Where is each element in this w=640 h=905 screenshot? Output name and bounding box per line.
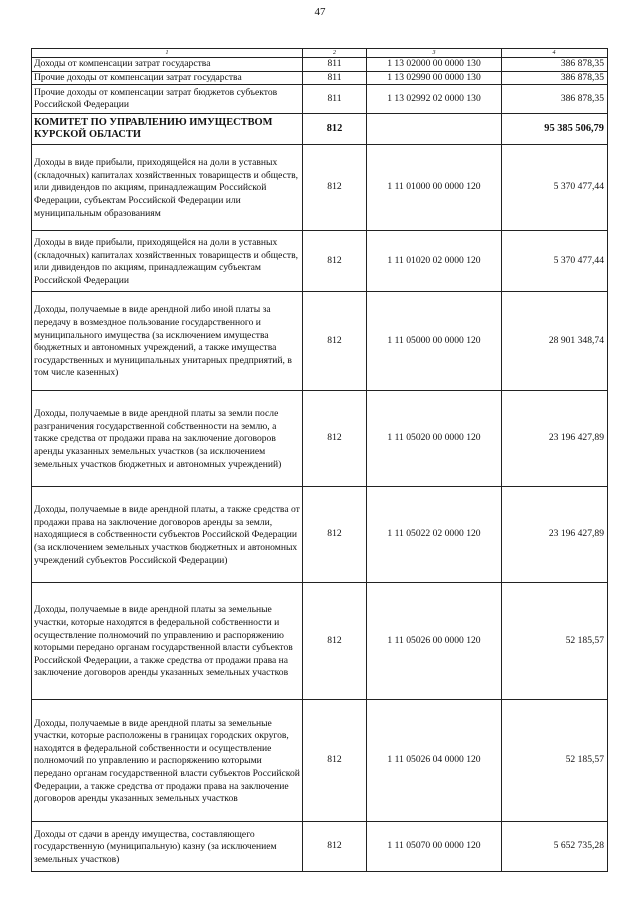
budget-code: 1 11 05026 04 0000 120 bbox=[367, 700, 502, 822]
table-row bbox=[32, 700, 608, 822]
admin-code: 812 bbox=[303, 231, 367, 292]
amount: 23 196 427,89 bbox=[502, 487, 608, 583]
budget-code: 1 11 05000 00 0000 120 bbox=[367, 292, 502, 391]
admin-code: 812 bbox=[303, 487, 367, 583]
revenue-name: Доходы в виде прибыли, приходящейся на доли в уставных (складочных) капиталах хозяйственных товариществ и обществ, или дивидендов по акциям, принадлежащим субъектам Российской Федерации bbox=[32, 231, 303, 292]
table-row bbox=[32, 292, 608, 391]
amount: 28 901 348,74 bbox=[502, 292, 608, 391]
revenue-name: Доходы, получаемые в виде арендной платы за земли после разграничения государственной собственности на землю, а также средства от продажи права на заключение договоров аренды указанных земельных участков (за исключением земельных участков бюджетных и автономных учреждений) bbox=[32, 391, 303, 487]
budget-code: 1 11 01020 02 0000 120 bbox=[367, 231, 502, 292]
amount: 52 185,57 bbox=[502, 700, 608, 822]
budget-code: 1 11 01000 00 0000 120 bbox=[367, 145, 502, 231]
admin-code: 812 bbox=[303, 700, 367, 822]
admin-code: 812 bbox=[303, 292, 367, 391]
column-number-2: 2 bbox=[303, 49, 367, 58]
admin-code: 811 bbox=[303, 71, 367, 85]
revenue-name: Доходы, получаемые в виде арендной платы, а также средства от продажи права на заключение договоров аренды за земли, находящиеся в собственности субъектов Российской Федерации (за исключением земельных участков бюджетных и автономных учреждений субъектов Российской Федерации) bbox=[32, 487, 303, 583]
amount: 52 185,57 bbox=[502, 583, 608, 700]
amount: 386 878,35 bbox=[502, 71, 608, 85]
revenue-name: Прочие доходы от компенсации затрат государства bbox=[32, 71, 303, 85]
budget-code: 1 13 02000 00 0000 130 bbox=[367, 58, 502, 72]
revenue-name: Доходы, получаемые в виде арендной платы за земельные участки, которые расположены в границах городских округов, находятся в федеральной собственности и осуществление полномочий по управлению и распоряжению которыми передано органам государственной власти субъектов Российской Федерации, а также средства от продажи права на заключение договоров аренды указанных земельных участков bbox=[32, 700, 303, 822]
column-number-row bbox=[32, 49, 608, 58]
budget-code: 1 13 02990 00 0000 130 bbox=[367, 71, 502, 85]
revenue-table bbox=[31, 48, 608, 872]
table-row bbox=[32, 71, 608, 85]
admin-code: 811 bbox=[303, 58, 367, 72]
revenue-name: Доходы, получаемые в виде арендной платы за земельные участки, которые находятся в федеральной собственности и осуществление полномочий по управлению и распоряжению которыми передано органам государственной власти субъектов Российской Федерации, а также средства от продажи права на заключение договоров аренды указанных земельных участков bbox=[32, 583, 303, 700]
column-number-4: 4 bbox=[502, 49, 608, 58]
amount: 5 370 477,44 bbox=[502, 231, 608, 292]
revenue-name: Доходы от сдачи в аренду имущества, составляющего государственную (муниципальную) казну (за исключением земельных участков) bbox=[32, 822, 303, 872]
table-row bbox=[32, 822, 608, 872]
committee-row bbox=[32, 114, 608, 145]
amount: 23 196 427,89 bbox=[502, 391, 608, 487]
budget-code: 1 13 02992 02 0000 130 bbox=[367, 85, 502, 114]
table-row bbox=[32, 85, 608, 114]
amount: 386 878,35 bbox=[502, 85, 608, 114]
admin-code: 812 bbox=[303, 391, 367, 487]
budget-code: 1 11 05070 00 0000 120 bbox=[367, 822, 502, 872]
budget-code: 1 11 05022 02 0000 120 bbox=[367, 487, 502, 583]
revenue-name: Доходы, получаемые в виде арендной либо иной платы за передачу в возмездное пользование государственного и муниципального имущества (за исключением имущества бюджетных и автономных учреждений, а также имущества государственных и муниципальных унитарных предприятий, в том числе казенных) bbox=[32, 292, 303, 391]
committee-name: КОМИТЕТ ПО УПРАВЛЕНИЮ ИМУЩЕСТВОМ КУРСКОЙ ОБЛАСТИ bbox=[32, 114, 303, 145]
budget-code: 1 11 05020 00 0000 120 bbox=[367, 391, 502, 487]
table-row bbox=[32, 58, 608, 72]
page-number: 47 bbox=[314, 6, 326, 18]
amount: 5 652 735,28 bbox=[502, 822, 608, 872]
budget-code bbox=[367, 114, 502, 145]
table-row bbox=[32, 145, 608, 231]
revenue-name: Прочие доходы от компенсации затрат бюджетов субъектов Российской Федерации bbox=[32, 85, 303, 114]
revenue-name: Доходы в виде прибыли, приходящейся на доли в уставных (складочных) капиталах хозяйственных товариществ и обществ, или дивидендов по акциям, принадлежащим Российской Федерации, субъектам Российской Федерации или муниципальным образованиям bbox=[32, 145, 303, 231]
table-row bbox=[32, 391, 608, 487]
table-row bbox=[32, 487, 608, 583]
admin-code: 812 bbox=[303, 145, 367, 231]
committee-total: 95 385 506,79 bbox=[502, 114, 608, 145]
table-row bbox=[32, 231, 608, 292]
admin-code: 812 bbox=[303, 583, 367, 700]
admin-code: 811 bbox=[303, 85, 367, 114]
revenue-name: Доходы от компенсации затрат государства bbox=[32, 58, 303, 72]
column-number-3: 3 bbox=[367, 49, 502, 58]
admin-code: 812 bbox=[303, 822, 367, 872]
budget-code: 1 11 05026 00 0000 120 bbox=[367, 583, 502, 700]
admin-code: 812 bbox=[303, 114, 367, 145]
amount: 5 370 477,44 bbox=[502, 145, 608, 231]
table-row bbox=[32, 583, 608, 700]
column-number-1: 1 bbox=[32, 49, 303, 58]
amount: 386 878,35 bbox=[502, 58, 608, 72]
